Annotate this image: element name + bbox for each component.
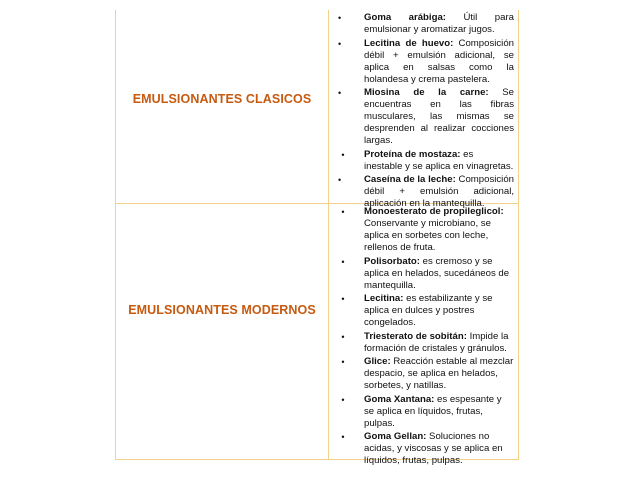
- item-description: Reacción estable al mezclar despacio, se aplica en helados, sorbetes, y natillas.: [364, 356, 514, 391]
- bullet-icon: •: [338, 13, 342, 23]
- list-item: [338, 87, 514, 147]
- emulsifier-table: [115, 10, 519, 466]
- item-description: Composición débil + emulsión adicional, se aplica en salsas como la holandesa y crema pastelera.: [364, 37, 514, 85]
- item-description: es inestable y se aplica en vinagretas.: [364, 148, 514, 172]
- item-term: Proteína de mostaza:: [364, 148, 461, 160]
- item-description: Soluciones no acidas, y viscosas y se aplica en líquidos, frutas, pulpas.: [364, 431, 503, 466]
- item-term: Caseína de la leche:: [364, 174, 456, 185]
- item-description: Impide la formación de cristales y gránulos.: [364, 330, 509, 354]
- item-description: Se encuentras en las fibras musculares, las mismas se desprenden al realizar cocciones largas.: [364, 87, 514, 146]
- list-item: [338, 394, 514, 430]
- item-term: Glice:: [364, 356, 391, 367]
- classic-emulsifier-list: [338, 12, 514, 212]
- bullet-icon: •: [338, 175, 342, 185]
- item-description: es cremoso y se aplica en helados, sucedáneos de mantequilla.: [364, 255, 510, 291]
- bullet-icon: •: [341, 331, 345, 342]
- modern-emulsifier-list: [338, 206, 514, 469]
- list-item: [338, 356, 514, 392]
- item-description: es estabilizante y se aplica en dulces y postres congelados.: [364, 293, 493, 328]
- bullet-icon: •: [341, 357, 345, 367]
- bullet-icon: •: [341, 207, 345, 217]
- item-term: Polisorbato:: [364, 255, 420, 267]
- list-item: [338, 256, 514, 292]
- list-item: [338, 206, 514, 254]
- list-item: [338, 174, 514, 210]
- bullet-icon: •: [341, 256, 345, 267]
- bullet-icon: •: [341, 149, 345, 160]
- item-description: es espesante y se aplica en líquidos, frutas, pulpas.: [364, 393, 502, 429]
- list-item: [338, 38, 514, 86]
- column-divider: [328, 10, 329, 459]
- bullet-icon: •: [341, 432, 345, 442]
- item-term: Goma Xantana:: [364, 393, 435, 405]
- bullet-icon: •: [341, 294, 345, 304]
- category-label-classic: EMULSIONANTES CLASICOS: [132, 92, 312, 106]
- item-term: Monoesterato de propilеglicol:: [364, 206, 504, 217]
- item-term: Lecitina de huevo:: [364, 37, 454, 49]
- item-description: Útil para emulsionar y aromatizar jugos.: [364, 12, 514, 35]
- bullet-icon: •: [341, 394, 345, 405]
- list-item: [338, 12, 514, 36]
- item-term: Miosina de la carne:: [364, 87, 489, 98]
- bullet-icon: •: [338, 38, 342, 49]
- item-description: Conservante y microbiano, se aplica en sorbetes con leche, rellenos de fruta.: [364, 218, 491, 253]
- item-term: Triesterato de sobitán:: [364, 330, 467, 342]
- bullet-icon: •: [338, 88, 342, 98]
- list-item: [338, 431, 514, 467]
- category-label-modern: EMULSIONANTES MODERNOS: [128, 303, 316, 317]
- item-term: Lecitina:: [364, 293, 404, 304]
- list-item: [338, 331, 514, 355]
- list-item: [338, 149, 514, 173]
- item-description: Composición débil + emulsión adicional, aplicación en la mantequilla.: [364, 174, 514, 209]
- list-item: [338, 293, 514, 329]
- item-term: Goma arábiga:: [364, 12, 446, 23]
- item-term: Goma Gellan:: [364, 431, 427, 442]
